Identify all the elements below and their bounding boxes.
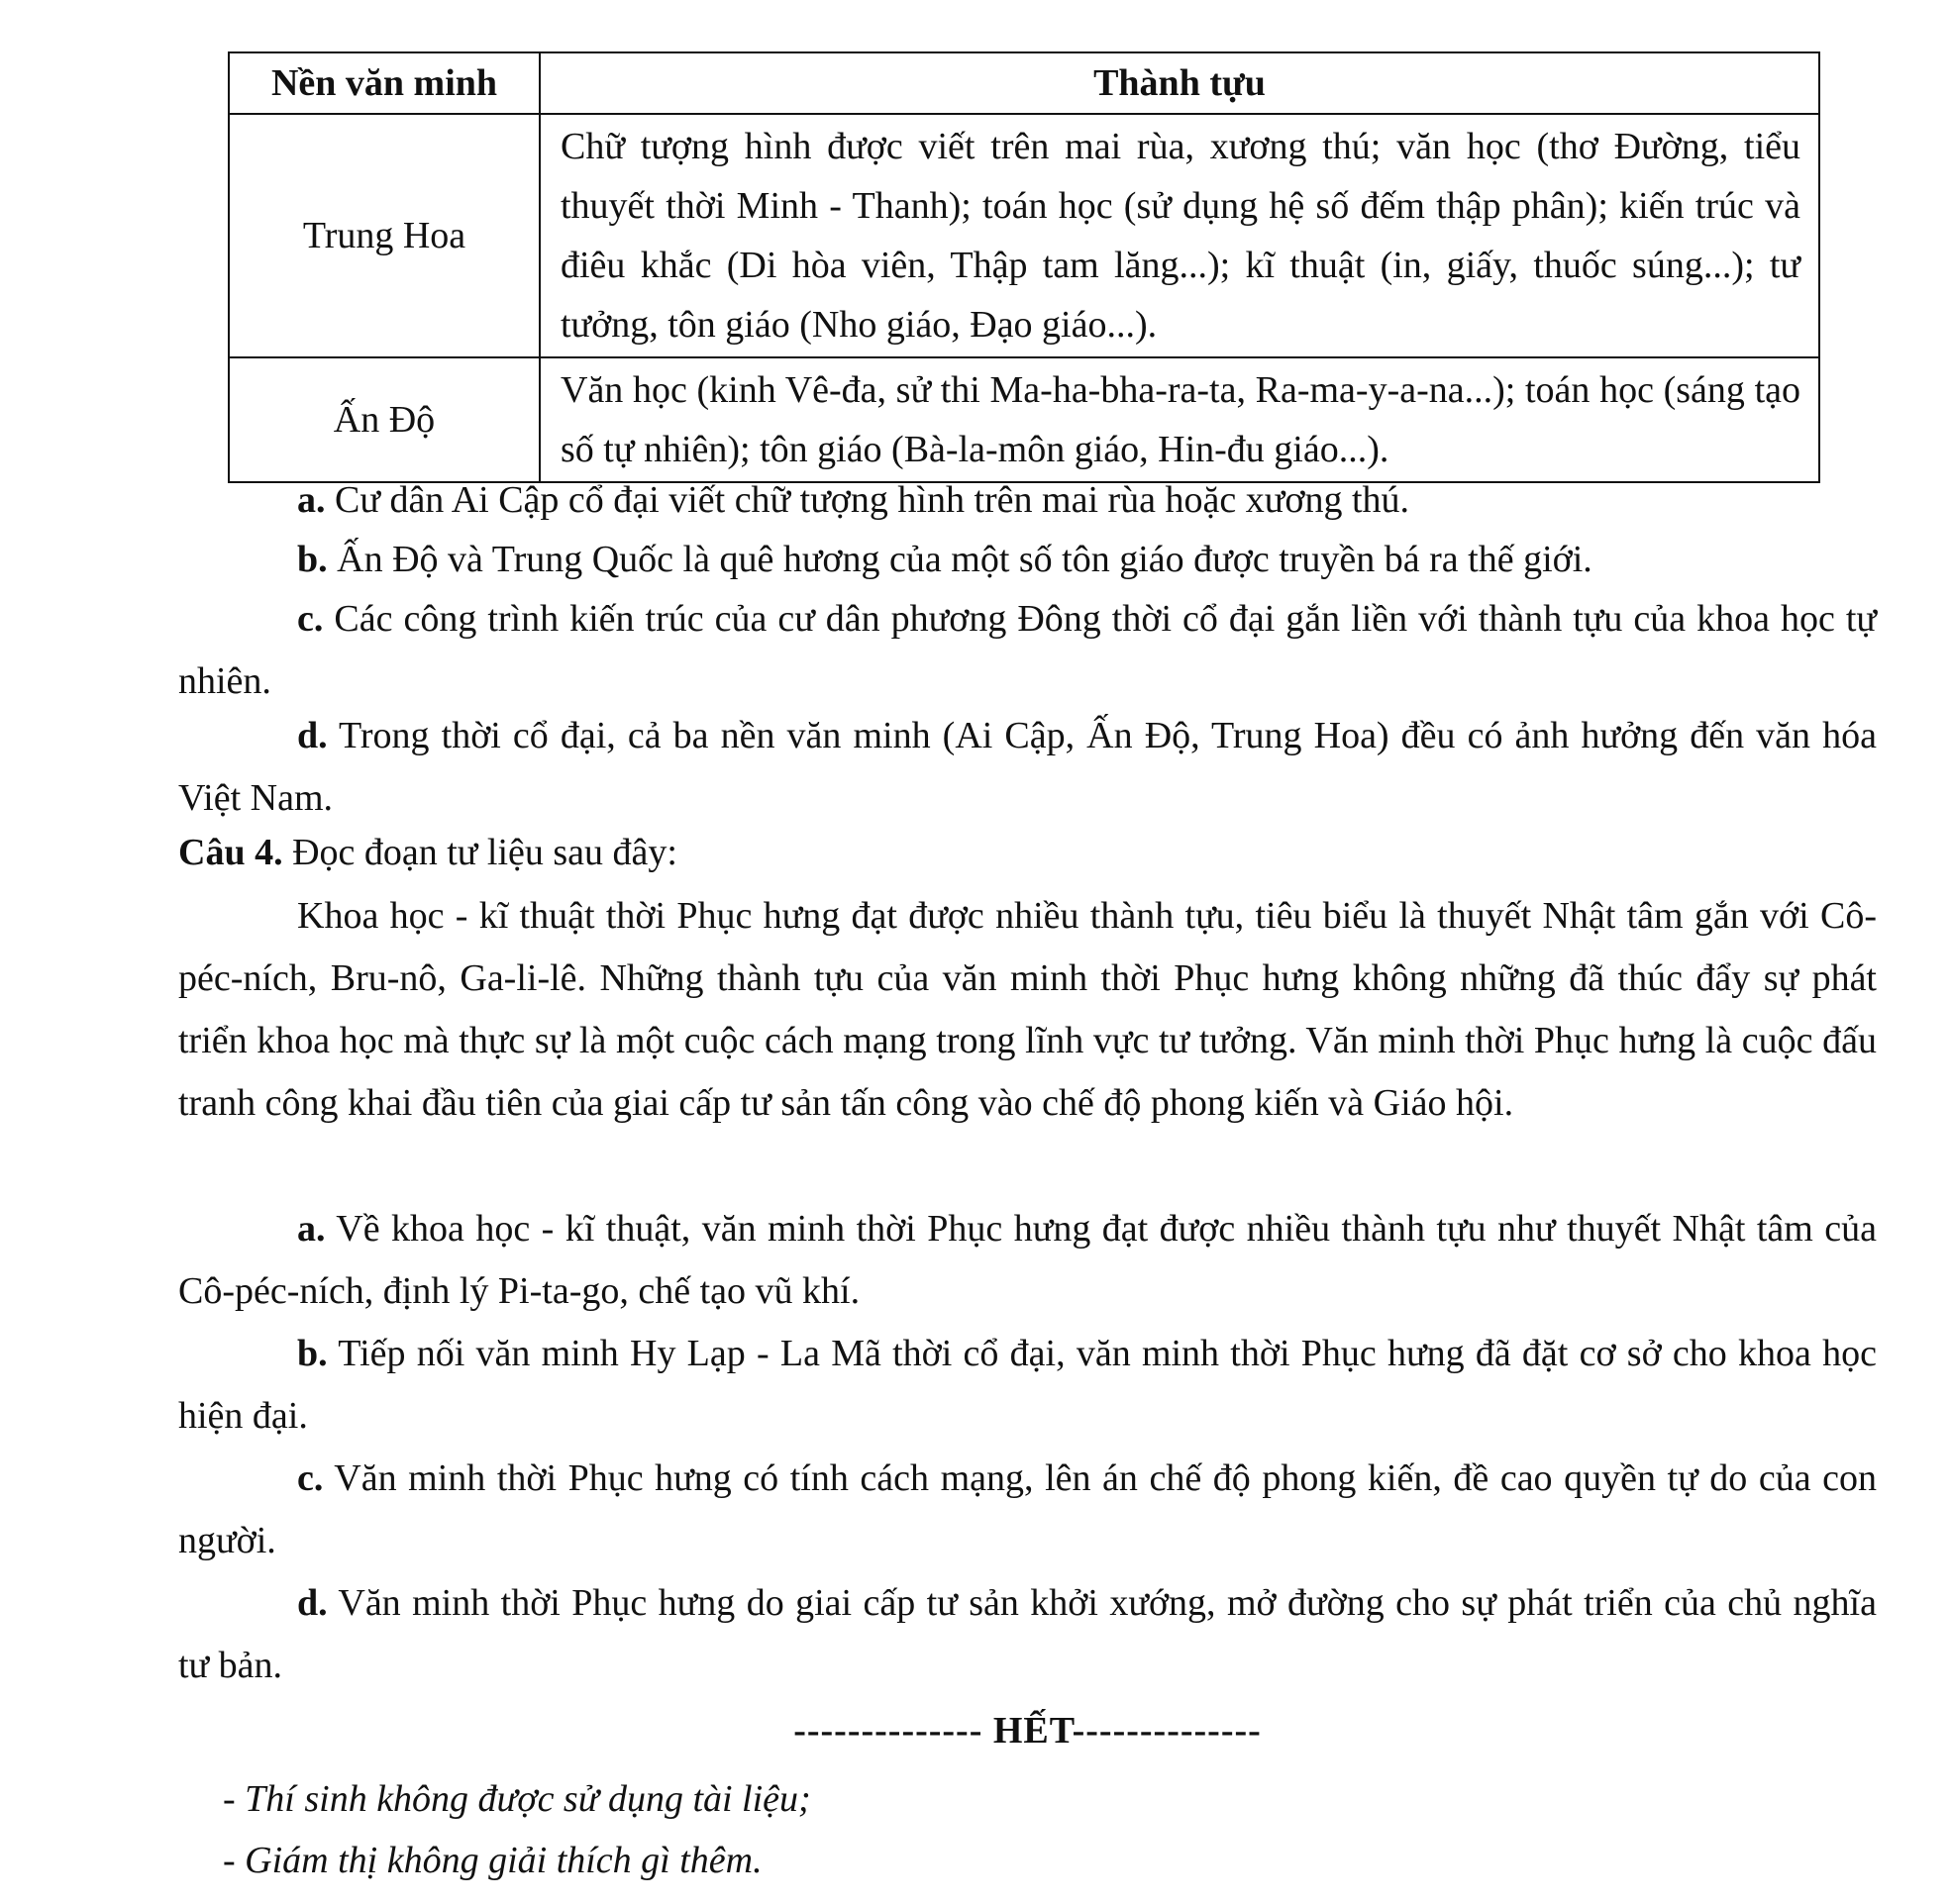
civilization-name: Trung Hoa: [229, 114, 540, 357]
q4-option-a: a. Về khoa học - kĩ thuật, văn minh thời Phục hưng đạt được nhiều thành tựu như thuyết Nhật tâm của Cô-péc-ních, định lý Pi-ta-go, chế tạo vũ khí.: [178, 1208, 1877, 1312]
civilization-name: Ấn Độ: [229, 357, 540, 482]
civilization-achievement: Văn học (kinh Vê-đa, sử thi Ma-ha-bha-ra-ta, Ra-ma-y-a-na...); toán học (sáng tạo số tự nhiên); tôn giáo (Bà-la-môn giáo, Hin-đu giáo...).: [540, 357, 1819, 482]
note-line: - Giám thị không giải thích gì thêm.: [223, 1840, 763, 1881]
question-4-heading: Câu 4. Đọc đoạn tư liệu sau đây:: [178, 832, 677, 873]
q3-option-a: a. Cư dân Ai Cập cổ đại viết chữ tượng hình trên mai rùa hoặc xương thú.: [297, 479, 1410, 521]
note-line: - Thí sinh không được sử dụng tài liệu;: [223, 1778, 811, 1820]
civilization-achievement: Chữ tượng hình được viết trên mai rùa, xương thú; văn học (thơ Đường, tiểu thuyết thời Minh - Thanh); toán học (sử dụng hệ số đếm thập phân); kiến trúc và điêu khắc (Di hòa viên, Thập tam lăng...); kĩ thuật (in, giấy, thuốc súng...); tư tưởng, tôn giáo (Nho giáo, Đạo giáo...).: [540, 114, 1819, 357]
civilization-table: [228, 51, 1820, 483]
q3-option-d: d. Trong thời cổ đại, cả ba nền văn minh (Ai Cập, Ấn Độ, Trung Hoa) đều có ảnh hưởng đến văn hóa Việt Nam.: [178, 715, 1877, 819]
header-achievements: Thành tựu: [540, 52, 1819, 114]
q3-option-b: b. Ấn Độ và Trung Quốc là quê hương của một số tôn giáo được truyền bá ra thế giới.: [297, 539, 1592, 580]
table-header-row: [229, 52, 1819, 114]
q4-option-b: b. Tiếp nối văn minh Hy Lạp - La Mã thời cổ đại, văn minh thời Phục hưng đã đặt cơ sở cho khoa học hiện đại.: [178, 1333, 1877, 1437]
q4-option-c: c. Văn minh thời Phục hưng có tính cách mạng, lên án chế độ phong kiến, đề cao quyền tự do của con người.: [178, 1457, 1877, 1561]
q4-option-d: d. Văn minh thời Phục hưng do giai cấp tư sản khởi xướng, mở đường cho sự phát triển của chủ nghĩa tư bản.: [178, 1582, 1877, 1686]
table-row: [229, 114, 1819, 357]
header-civilization: Nền văn minh: [229, 52, 540, 114]
end-mark: -------------- HẾT--------------: [793, 1710, 1262, 1752]
q4-passage: Khoa học - kĩ thuật thời Phục hưng đạt được nhiều thành tựu, tiêu biểu là thuyết Nhật tâm gắn với Cô-péc-ních, Bru-nô, Ga-li-lê. Những thành tựu của văn minh thời Phục hưng không những đã thúc đẩy sự phát triển khoa học mà thực sự là một cuộc cách mạng trong lĩnh vực tư tưởng. Văn minh thời Phục hưng là cuộc đấu tranh công khai đầu tiên của giai cấp tư sản tấn công vào chế độ phong kiến và Giáo hội.: [178, 895, 1877, 1124]
table-row: [229, 357, 1819, 482]
q3-option-c: c. Các công trình kiến trúc của cư dân phương Đông thời cổ đại gắn liền với thành tựu của khoa học tự nhiên.: [178, 598, 1878, 702]
